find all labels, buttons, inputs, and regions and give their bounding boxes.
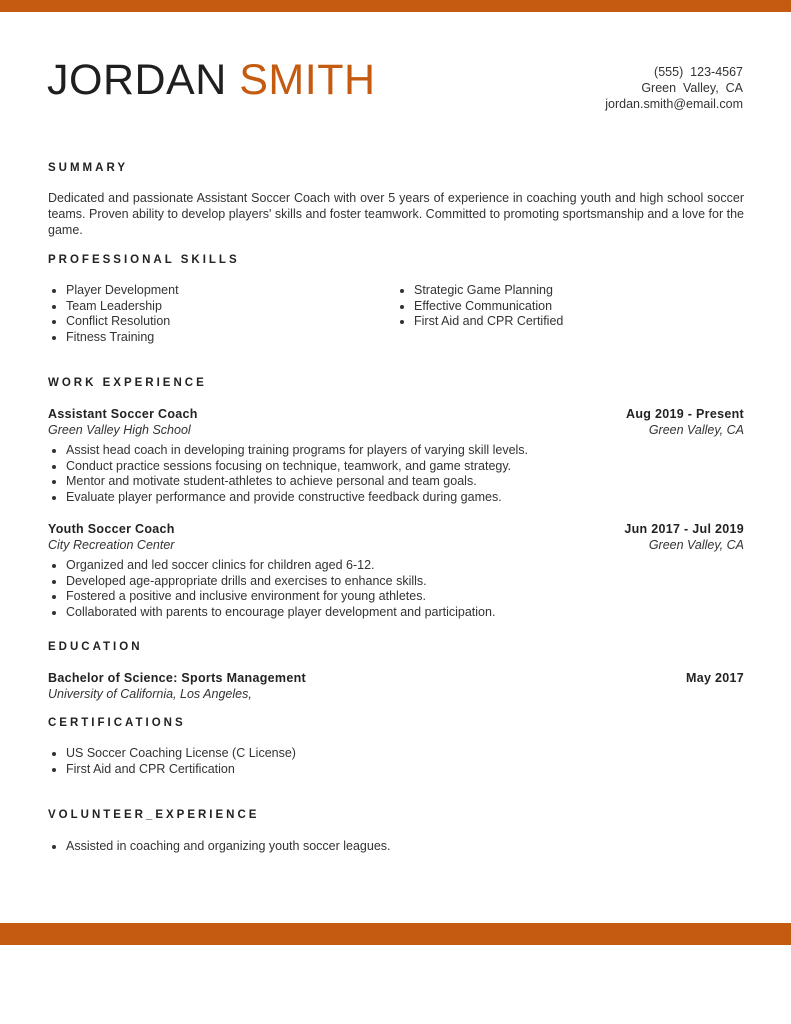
degree: Bachelor of Science: Sports Management: [48, 671, 306, 685]
job-location: Green Valley, CA: [648, 538, 744, 552]
summary-text: Dedicated and passionate Assistant Soccer Coach with over 5 years of experience in coaching youth and high school soccer teams. Proven ability to develop players' skills and foster teamwork. Committed to promoting sportsmanship and a love for the game.: [48, 191, 744, 237]
candidate-name: [47, 52, 376, 108]
list-item: • Conduct practice sessions focusing on technique, teamwork, and game strategy.: [66, 459, 756, 475]
list-item: • Evaluate player performance and provide constructive feedback during games.: [66, 490, 756, 506]
list-item: • Assisted in coaching and organizing youth soccer leagues.: [66, 839, 756, 855]
list-item: • Assist head coach in developing training programs for players of varying skill levels.: [66, 443, 756, 459]
phone: (555) 123-4567: [654, 65, 743, 79]
bottom-accent-bar: [0, 923, 791, 945]
certifications-list: [48, 746, 756, 777]
list-item: • Fostered a positive and inclusive environment for young athletes.: [66, 589, 756, 605]
list-item: • Mentor and motivate student-athletes to achieve personal and team goals.: [66, 474, 756, 490]
skills-list-left: [48, 283, 396, 346]
job-2-bullets: [48, 558, 756, 621]
work-heading: WORK EXPERIENCE: [48, 377, 207, 389]
list-item: • Team Leadership: [66, 299, 396, 315]
list-item: • US Soccer Coaching License (C License): [66, 746, 756, 762]
employer: City Recreation Center: [48, 538, 175, 552]
list-item: • Player Development: [66, 283, 396, 299]
contact-block: [605, 64, 743, 112]
list-item: • Organized and led soccer clinics for children aged 6-12.: [66, 558, 756, 574]
job-title: Assistant Soccer Coach: [48, 407, 198, 421]
certifications-heading: CERTIFICATIONS: [48, 717, 186, 729]
education-heading: EDUCATION: [48, 641, 143, 653]
job-title: Youth Soccer Coach: [48, 522, 175, 536]
job-dates: Jun 2017 - Jul 2019: [624, 522, 744, 536]
job-1-bullets: [48, 443, 756, 506]
job-location: Green Valley, CA: [648, 423, 744, 437]
list-item: • Conflict Resolution: [66, 314, 396, 330]
last-name: SMITH: [239, 56, 376, 104]
location: Green Valley, CA: [641, 81, 743, 95]
list-item: • Fitness Training: [66, 330, 396, 346]
graduation-date: May 2017: [686, 671, 744, 685]
employer: Green Valley High School: [48, 423, 191, 437]
list-item: • Collaborated with parents to encourage player development and participation.: [66, 605, 756, 621]
school: University of California, Los Angeles,: [48, 687, 252, 701]
volunteer-heading: VOLUNTEER_EXPERIENCE: [48, 809, 260, 821]
email: jordan.smith@email.com: [605, 97, 743, 111]
skills-list-right: [396, 283, 744, 330]
summary-heading: SUMMARY: [48, 162, 128, 174]
volunteer-list: [48, 839, 756, 855]
list-item: • Developed age-appropriate drills and exercises to enhance skills.: [66, 574, 756, 590]
job-dates: Aug 2019 - Present: [626, 407, 744, 421]
list-item: • First Aid and CPR Certification: [66, 762, 756, 778]
list-item: • First Aid and CPR Certified: [414, 314, 744, 330]
top-accent-bar: [0, 0, 791, 12]
skills-heading: PROFESSIONAL SKILLS: [48, 254, 240, 266]
list-item: • Strategic Game Planning: [414, 283, 744, 299]
first-name: JORDAN: [47, 56, 227, 104]
list-item: • Effective Communication: [414, 299, 744, 315]
